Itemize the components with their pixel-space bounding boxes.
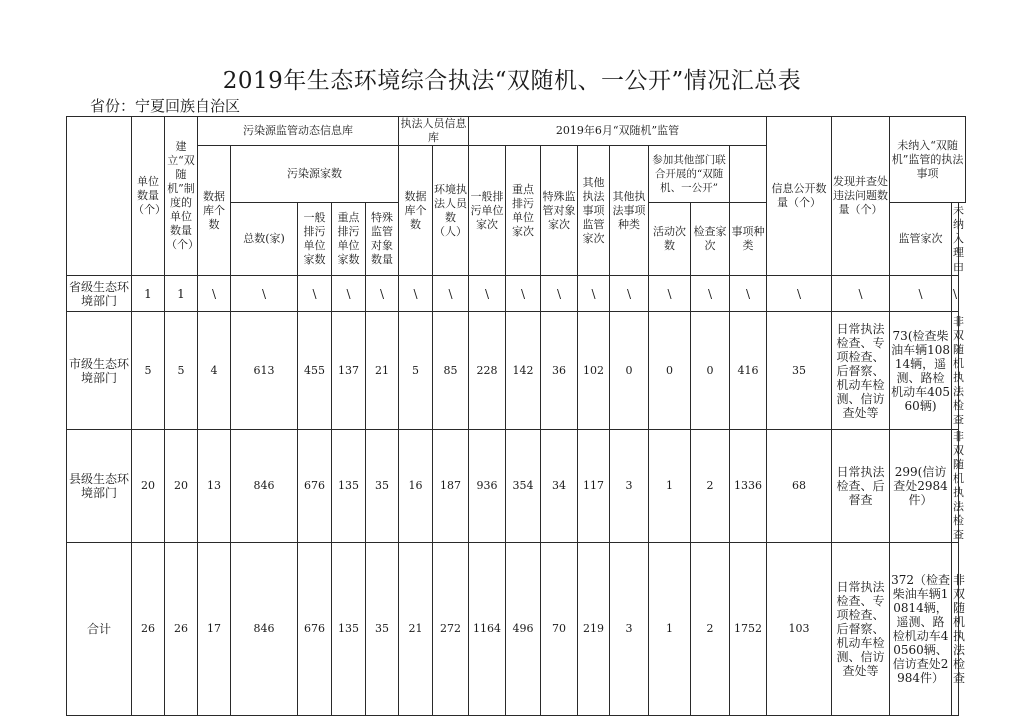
cell-key: \ — [332, 276, 366, 312]
header-personnel-db: 执法人员信息库 — [400, 117, 467, 144]
cell-general: \ — [298, 276, 332, 312]
cell-unit: 5 — [132, 312, 165, 430]
header-june-general: 一般排污单位家次 — [469, 146, 506, 276]
cell-excluded-reason: \ — [952, 276, 959, 312]
cell-excluded-count: \ — [890, 276, 952, 312]
header-excluded-type: 事项种类 — [730, 203, 767, 276]
cell-june-special: 36 — [541, 312, 578, 430]
cell-june-special: \ — [541, 276, 578, 312]
header-june-other-types: 其他执法事项种类 — [610, 146, 649, 276]
row-label: 合计 — [67, 543, 132, 716]
header-pollution-sources: 污染源家数 — [231, 146, 399, 203]
cell-june-key: 142 — [506, 312, 541, 430]
header-june-supervision: 2019年6月“双随机”监管 — [469, 117, 767, 146]
cell-disclosure: 1752 — [730, 543, 767, 716]
cell-june-key: 354 — [506, 430, 541, 543]
cell-db: 13 — [198, 430, 231, 543]
cell-rule: 1 — [165, 276, 198, 312]
cell-june-special: 34 — [541, 430, 578, 543]
cell-personnel: 85 — [433, 312, 469, 430]
header-joint-activities: 活动次数 — [649, 203, 691, 276]
cell-june-general: \ — [469, 276, 506, 312]
header-total: 总数(家) — [231, 203, 298, 276]
header-pollution-db: 污染源监管动态信息库 — [198, 117, 399, 146]
cell-special: 21 — [366, 312, 399, 430]
summary-table — [66, 116, 966, 716]
row-label: 省级生态环境部门 — [67, 276, 132, 312]
header-june-special: 特殊监管对象家次 — [541, 146, 578, 276]
cell-joint-checks: 2 — [691, 430, 730, 543]
cell-june-key: 496 — [506, 543, 541, 716]
cell-joint-checks: 2 — [691, 543, 730, 716]
cell-unit: 20 — [132, 430, 165, 543]
cell-june-other: 117 — [578, 430, 610, 543]
cell-joint-checks: 0 — [691, 312, 730, 430]
province-label: 省份：宁夏回族自治区 — [90, 97, 241, 115]
cell-total: 613 — [231, 312, 298, 430]
cell-joint-activities: 0 — [649, 312, 691, 430]
header-joint-checks: 检查家次 — [691, 203, 730, 276]
cell-disclosure: 1336 — [730, 430, 767, 543]
cell-joint-checks: \ — [691, 276, 730, 312]
cell-excluded-reason: 非双随机执法检查 — [952, 312, 959, 430]
row-label: 县级生态环境部门 — [67, 430, 132, 543]
cell-violations: 103 — [767, 543, 832, 716]
cell-june-general: 228 — [469, 312, 506, 430]
header-special: 特殊监管对象数量 — [366, 203, 399, 276]
header-excluded: 未纳入“双随机”监管的执法事项 — [890, 117, 966, 203]
cell-disclosure: \ — [730, 276, 767, 312]
cell-june-special: 70 — [541, 543, 578, 716]
header-june-other-matters: 其他执法事项监管家次 — [578, 146, 610, 276]
cell-rule: 5 — [165, 312, 198, 430]
cell-personnel: 187 — [433, 430, 469, 543]
cell-special: 35 — [366, 543, 399, 716]
cell-joint-activities: \ — [649, 276, 691, 312]
header-personnel-db-count: 数据库个数 — [399, 146, 433, 276]
table-row-total — [67, 543, 966, 716]
cell-rule: 20 — [165, 430, 198, 543]
cell-excluded-count: 372（检查柴油车辆10814辆，遥测、路检机动车40560辆、信访查处2984件） — [890, 543, 952, 716]
cell-special: 35 — [366, 430, 399, 543]
cell-pdb: 16 — [399, 430, 433, 543]
cell-total: 846 — [231, 543, 298, 716]
cell-june-types: 3 — [610, 430, 649, 543]
cell-pdb: 21 — [399, 543, 433, 716]
cell-june-types: \ — [610, 276, 649, 312]
cell-joint-activities: 1 — [649, 543, 691, 716]
cell-excluded-reason: 非双随机执法检查 — [953, 430, 965, 541]
cell-total: 846 — [231, 430, 298, 543]
header-unit-count: 单位数量（个） — [132, 117, 165, 276]
header-joint: 参加其他部门联合开展的“双随机、一公开” — [649, 146, 730, 203]
cell-key: 135 — [332, 543, 366, 716]
header-excluded-count: 监管家次 — [890, 203, 952, 276]
cell-excluded-type: 日常执法检查、后督查 — [832, 430, 890, 543]
header-key: 重点排污单位家数 — [332, 203, 366, 276]
cell-violations: 68 — [767, 430, 832, 543]
cell-general: 676 — [298, 543, 332, 716]
header-disclosure: 信息公开数量（个） — [767, 117, 832, 276]
cell-rule: 26 — [165, 543, 198, 716]
cell-db: 4 — [198, 312, 231, 430]
cell-general: 676 — [298, 430, 332, 543]
cell-june-general: 1164 — [469, 543, 506, 716]
table-row — [67, 312, 966, 430]
cell-june-other: \ — [578, 276, 610, 312]
cell-key: 137 — [332, 312, 366, 430]
cell-june-types: 3 — [610, 543, 649, 716]
cell-excluded-type: 日常执法检查、专项检查、后督察、机动车检测、信访查处等 — [832, 543, 890, 716]
cell-total: \ — [231, 276, 298, 312]
cell-key: 135 — [332, 430, 366, 543]
cell-june-other: 102 — [578, 312, 610, 430]
cell-june-other: 219 — [578, 543, 610, 716]
header-excluded-reason: 未纳入理由 — [952, 203, 959, 276]
header-personnel-count: 环境执法人员数（人） — [433, 146, 469, 276]
header-pollution-db-count: 数据库个数 — [198, 146, 231, 276]
cell-unit: 26 — [132, 543, 165, 716]
header-general: 一般排污单位家数 — [298, 203, 332, 276]
cell-db: 17 — [198, 543, 231, 716]
table-row — [67, 276, 966, 312]
cell-violations: \ — [767, 276, 832, 312]
corner-cell — [67, 117, 132, 276]
cell-violations: 35 — [767, 312, 832, 430]
cell-db: \ — [198, 276, 231, 312]
cell-personnel: \ — [433, 276, 469, 312]
header-violations: 发现并查处违法问题数量（个） — [832, 117, 890, 276]
cell-excluded-reason: 非双随机执法检查 — [952, 543, 959, 716]
cell-excluded-count: 299(信访查处2984件） — [890, 430, 952, 543]
table-row — [67, 430, 966, 543]
cell-excluded-type: 日常执法检查、专项检查、后督察、机动车检测、信访查处等 — [832, 312, 890, 430]
cell-joint-activities: 1 — [649, 430, 691, 543]
header-rule-units: 建立“双随机”制度的单位数量（个） — [165, 117, 198, 276]
cell-excluded-count: 73(检查柴油车辆10814辆，遥测、路检机动车40560辆) — [890, 312, 952, 430]
cell-personnel: 272 — [433, 543, 469, 716]
cell-excluded-type: \ — [832, 276, 890, 312]
header-row-1 — [67, 117, 966, 146]
cell-disclosure: 416 — [730, 312, 767, 430]
report-title: 2019年生态环境综合执法“双随机、一公开”情况汇总表 — [222, 68, 802, 94]
row-label: 市级生态环境部门 — [67, 312, 132, 430]
cell-june-key: \ — [506, 276, 541, 312]
cell-june-general: 936 — [469, 430, 506, 543]
cell-special: \ — [366, 276, 399, 312]
cell-pdb: \ — [399, 276, 433, 312]
header-june-key: 重点排污单位家次 — [506, 146, 541, 276]
cell-general: 455 — [298, 312, 332, 430]
cell-june-types: 0 — [610, 312, 649, 430]
cell-unit: 1 — [132, 276, 165, 312]
cell-pdb: 5 — [399, 312, 433, 430]
